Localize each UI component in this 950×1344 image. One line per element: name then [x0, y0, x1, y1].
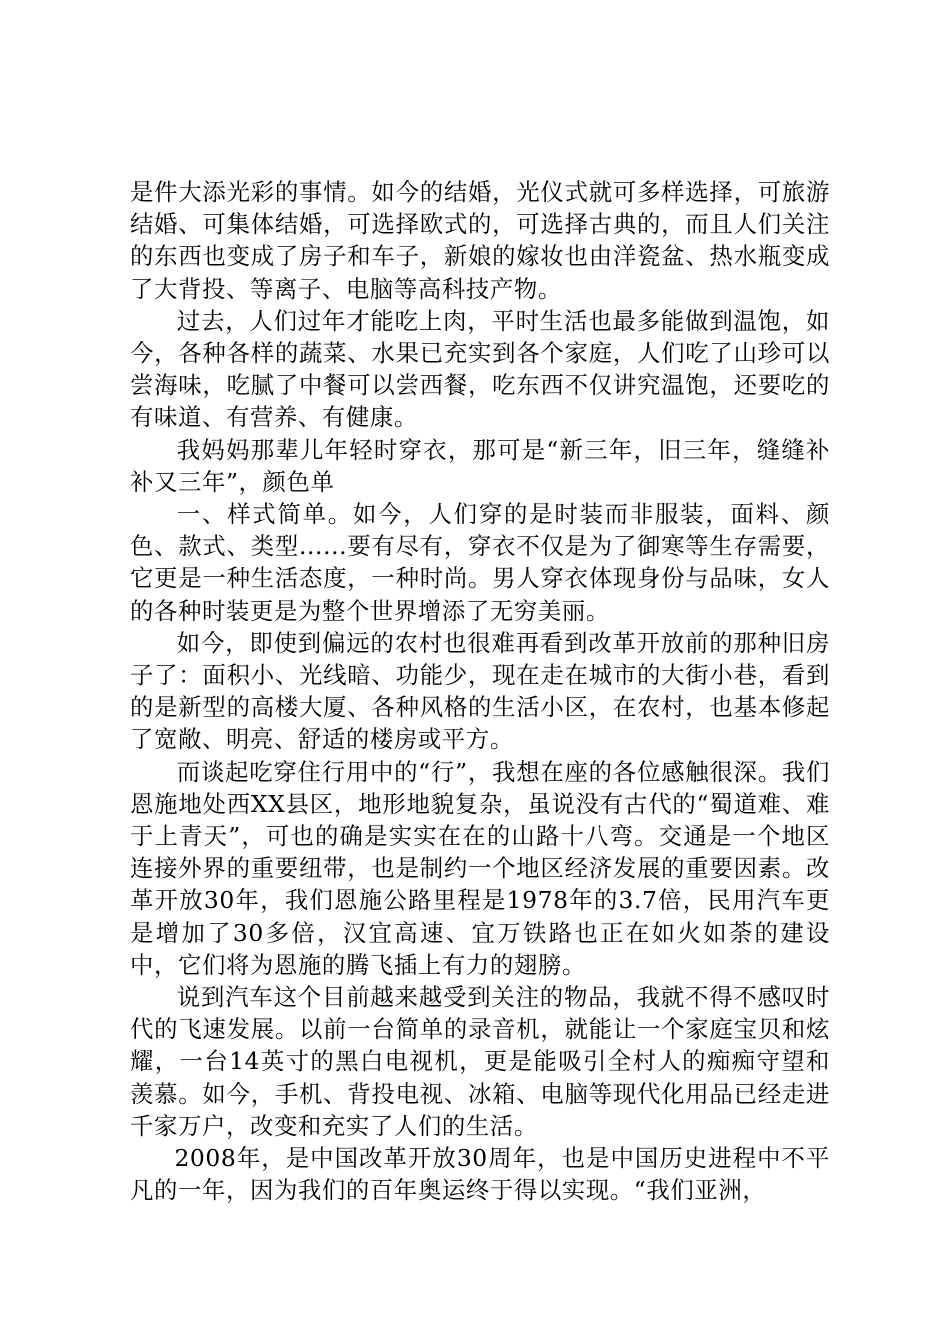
paragraph-olympics: 2008年，是中国改革开放30周年，也是中国历史进程中不平凡的一年，因为我们的百年奥运终于得以实现。“我们亚洲，	[130, 1144, 830, 1205]
paragraph-housing: 如今，即使到偏远的农村也很难再看到改革开放前的那种旧房子了：面积小、光线暗、功能少，现在走在城市的大街小巷，看到的是新型的高楼大厦、各种风格的生活小区，在农村，也基本修起了宽敞、明亮、舒适的楼房或平方。	[130, 628, 830, 754]
paragraph-transport: 而谈起吃穿住行用中的“行”，我想在座的各位感触很深。我们恩施地处西XX县区，地形地貌复杂，虽说没有古代的“蜀道难、难于上青天”，可也的确是实实在在的山路十八弯。交通是一个地区连接外界的重要纽带，也是制约一个地区经济发展的重要因素。改革开放30年，我们恩施公路里程是1978年的3.7倍，民用汽车更是增加了30多倍，汉宜高速、宜万铁路也正在如火如荼的建设中，它们将为恩施的腾飞插上有力的翅膀。	[130, 757, 830, 979]
paragraph-appliances: 说到汽车这个目前越来越受到关注的物品，我就不得不感叹时代的飞速发展。以前一台简单的录音机，就能让一个家庭宝贝和炫耀，一台14英寸的黑白电视机，更是能吸引全村人的痴痴守望和羡慕。如今，手机、背投电视、冰箱、电脑等现代化用品已经走进千家万户，改变和充实了人们的生活。	[130, 983, 830, 1140]
document-body	[130, 176, 830, 1207]
paragraph-clothing-past: 我妈妈那辈儿年轻时穿衣，那可是“新三年，旧三年，缝缝补补又三年”，颜色单	[130, 435, 830, 496]
paragraph-wedding: 是件大添光彩的事情。如今的结婚，光仪式就可多样选择，可旅游结婚、可集体结婚，可选择欧式的，可选择古典的，而且人们关注的东西也变成了房子和车子，新娘的嫁妆也由洋瓷盆、热水瓶变成了大背投、等离子、电脑等高科技产物。	[130, 178, 830, 303]
paragraph-food: 过去，人们过年才能吃上肉，平时生活也最多能做到温饱，如今，各种各样的蔬菜、水果已充实到各个家庭，人们吃了山珍可以尝海味，吃腻了中餐可以尝西餐，吃东西不仅讲究温饱，还要吃的有味道、有营养、有健康。	[130, 306, 830, 432]
paragraph-clothing-now: 一、样式简单。如今，人们穿的是时装而非服装，面料、颜色、款式、类型......要有尽有，穿衣不仅是为了御寒等生存需要，它更是一种生活态度，一种时尚。男人穿衣体现身份与品味，女人的各种时装更是为整个世界增添了无穷美丽。	[130, 500, 830, 625]
